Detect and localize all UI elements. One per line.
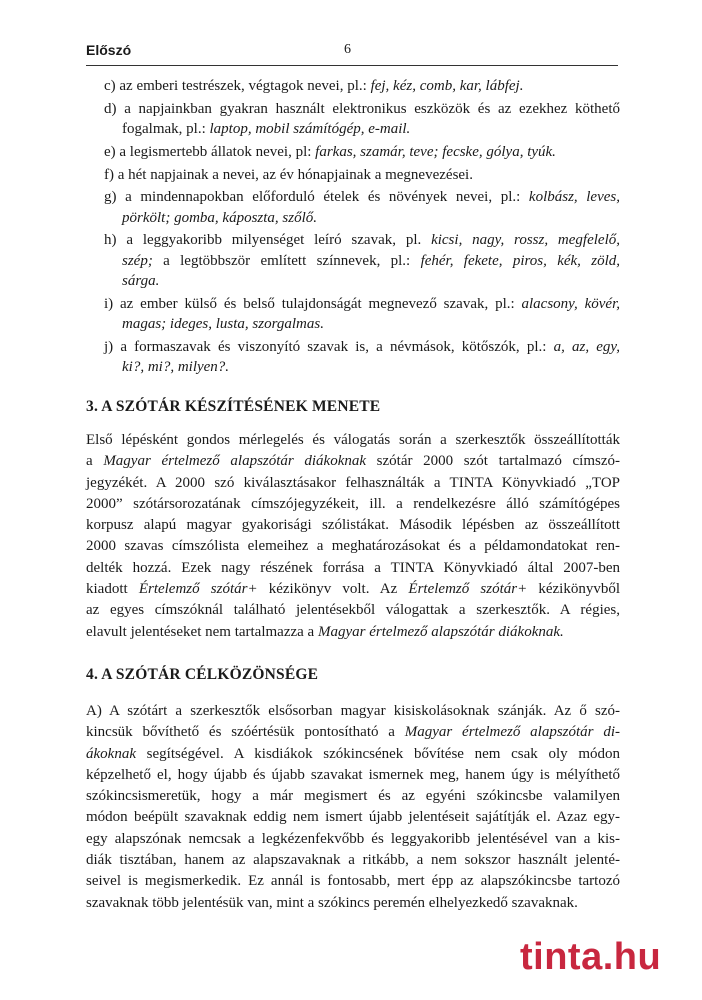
text-run: d) a napjainkban gyakran használt elektronikus eszközök és az ezekhez köthető [104, 100, 620, 117]
text-line [86, 807, 620, 828]
text-run: módon beépült szavaknak eddig nem ismert újabb jelentéseit sajátítják el. Azaz egy- [86, 809, 620, 826]
text-run: A) A szótárt a szerkesztők elsősorban magyar kisiskolásoknak szánják. Az ő szó- [86, 703, 620, 719]
text-run: elavult jelentéseket nem tartalmazza a [86, 623, 318, 640]
italic-text: fehér, fekete, piros, kék, zöld, [420, 252, 620, 269]
page-number: 6 [344, 42, 351, 57]
text-line [86, 430, 620, 451]
text-line [86, 871, 620, 892]
section-3-paragraph [86, 430, 620, 643]
text-run: kézikönyvből [527, 581, 621, 598]
text-line [104, 357, 620, 377]
text-run: 2000” szótársorozatának címszójegyzékeit, ill. a rendelkezésre álló számítógépes [86, 495, 620, 512]
text-run: a legtöbbször említett színnevek, pl.: [152, 252, 421, 269]
section-3-title: 3. A SZÓTÁR KÉSZÍTÉSÉNEK MENETE [86, 398, 381, 415]
text-line [86, 558, 620, 579]
text-run: jegyzékét. A 2000 szó kiválasztásakor felhasználták a TINTA Könyvkiadó „TOP [86, 474, 620, 491]
text-run: fogalmak, pl.: [122, 121, 210, 137]
text-run: szavaknak több jelentésük van, mint a szókincs peremén elhelyezkedő szavaknak. [86, 894, 578, 911]
list-item [104, 230, 620, 291]
italic-text: ákoknak [86, 745, 136, 762]
text-line [86, 494, 620, 515]
text-run: kiadott [86, 581, 139, 598]
text-line [86, 473, 620, 494]
text-line [86, 893, 620, 914]
text-run: c) az emberi testrészek, végtagok nevei, pl.: [104, 78, 371, 94]
list-item [104, 76, 620, 96]
publisher-logo: tinta.hu [520, 936, 662, 978]
text-line [104, 337, 620, 357]
text-line [86, 622, 620, 643]
italic-text: Értelemző szótár+ [408, 581, 528, 598]
section-4-paragraph [86, 701, 620, 914]
italic-text: ki?, mi?, milyen?. [122, 358, 230, 375]
italic-text: Magyar értelmező alapszótár diákoknak [103, 453, 367, 470]
text-run: képzelhető el, hogy újabb és újabb szavakat ismernek meg, hanem úgy is mélyíthető [86, 766, 620, 783]
text-line [86, 722, 620, 743]
list-item [104, 142, 620, 162]
text-line [104, 294, 620, 314]
text-line [104, 230, 620, 250]
text-run: szótár 2000 szót tartalmazó címszó- [366, 453, 620, 470]
text-run: i) az ember külső és belső tulajdonságát megnevező szavak, pl.: [104, 295, 522, 312]
text-line [86, 579, 620, 600]
header-title: Előszó [86, 42, 132, 58]
text-run: delték hozzá. Ezek nagy részének forrása a TINTA Könyvkiadó által 2007-ben [86, 559, 620, 576]
italic-text: a, az, egy, [553, 338, 621, 355]
italic-text: Magyar értelmező alapszótár di- [404, 724, 620, 741]
text-line [86, 600, 620, 621]
text-run: e) a legismertebb állatok nevei, pl: [104, 143, 316, 160]
text-line [104, 251, 620, 271]
italic-text: kicsi, nagy, rossz, megfelelő, [431, 232, 620, 249]
text-line [86, 829, 620, 850]
italic-text: alacsony, kövér, [521, 295, 621, 312]
text-run: diák tisztában, hanem az alapszavaknak a ritkább, a nem sokszor használt jelenté- [86, 852, 620, 869]
category-list [104, 76, 620, 380]
text-run: korpusz alapú magyar gyakorisági szólistákat. Második lépésben az összeállított [86, 517, 620, 534]
italic-text: kolbász, leves, [528, 189, 620, 206]
text-line [86, 744, 620, 765]
text-line [104, 208, 620, 228]
text-run: az egyes címszóknál található jelentésekből válogattak a szerkesztők. A régies, [86, 602, 620, 619]
text-line [86, 536, 620, 557]
header-rule [86, 65, 618, 66]
list-item [104, 187, 620, 227]
text-line [86, 786, 620, 807]
italic-text: laptop, mobil számítógép, e-mail. [209, 121, 411, 137]
text-run: 2000 szavas címszólista elemeihez a meghatározásokat és a példamondatokat ren- [86, 538, 620, 555]
text-run: kincsük bővíthető és szóértésük pontosítható a [86, 724, 405, 741]
text-line [104, 99, 620, 119]
italic-text: sárga. [122, 272, 160, 289]
text-line [104, 165, 620, 185]
text-line [86, 515, 620, 536]
italic-text: Magyar értelmező alapszótár diákoknak. [317, 623, 564, 640]
text-run: szókincsismeretük, hogy a már megismert és az egyéni szókincsbe valamilyen [86, 788, 620, 805]
list-item [104, 337, 620, 377]
text-line [86, 765, 620, 786]
text-line [86, 850, 620, 871]
text-run: a [86, 453, 104, 470]
text-line [104, 314, 620, 334]
italic-text: farkas, szamár, teve; fecske, gólya, tyúk. [315, 143, 556, 160]
text-run: j) a formaszavak és viszonyító szavak is, a névmások, kötőszók, pl.: [104, 338, 554, 355]
italic-text: fej, kéz, comb, kar, lábfej. [370, 78, 524, 94]
running-header [86, 42, 618, 64]
text-line [86, 701, 620, 722]
italic-text: pörkölt; gomba, káposzta, szőlő. [122, 209, 317, 226]
text-run: seivel is megismerkedik. Ez annál is fontosabb, mert épp az alapszókincsbe tartozó [86, 873, 620, 890]
text-line [104, 187, 620, 207]
text-run: egy alapszónak nemcsak a legkézenfekvőbb és leggyakoribb jelentésével van a kis- [86, 830, 620, 847]
text-line [104, 119, 620, 139]
text-run: segítségével. A kisdiákok szókincsének bővítése nem csak oly módon [135, 745, 620, 762]
text-run: Első lépésként gondos mérlegelés és válogatás során a szerkesztők összeállították [86, 432, 620, 448]
text-line [86, 451, 620, 472]
italic-text: magas; ideges, lusta, szorgalmas. [122, 315, 324, 332]
italic-text: Értelemző szótár+ [138, 581, 258, 598]
list-item [104, 99, 620, 139]
text-run: h) a leggyakoribb milyenséget leíró szavak, pl. [104, 232, 432, 249]
italic-text: szép; [122, 252, 153, 269]
text-line [104, 271, 620, 291]
section-4-title: 4. A SZÓTÁR CÉLKÖZÖNSÉGE [86, 666, 319, 683]
list-item [104, 294, 620, 334]
text-line [104, 142, 620, 162]
text-run: kézikönyv volt. Az [257, 581, 409, 598]
text-run: f) a hét napjainak a nevei, az év hónapjainak a megnevezései. [104, 166, 473, 183]
text-line [104, 76, 620, 96]
text-run: g) a mindennapokban előforduló ételek és növények nevei, pl.: [104, 189, 529, 206]
list-item [104, 165, 620, 185]
